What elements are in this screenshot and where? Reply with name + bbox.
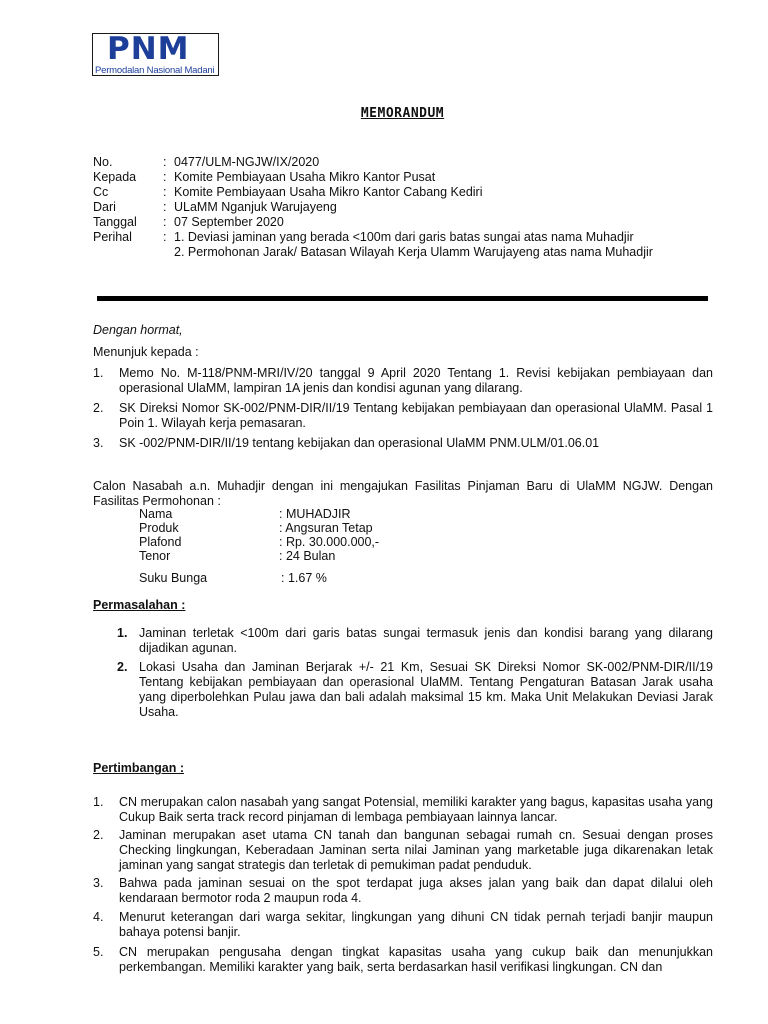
header-value: 2. Permohonan Jarak/ Batasan Wilayah Kerja Ulamm Warujayeng atas nama Muhadjir — [174, 245, 653, 259]
list-number: 5. — [93, 945, 104, 959]
list-item — [93, 945, 713, 975]
header-row-perihal — [93, 230, 653, 245]
facility-value: : MUHADJIR — [279, 507, 351, 521]
list-item — [117, 660, 713, 720]
header-key: Cc — [93, 185, 109, 199]
header-value: 1. Deviasi jaminan yang berada <100m dari garis batas sungai atas nama Muhadjir — [174, 230, 634, 244]
header-colon: : — [163, 200, 167, 214]
facility-key: Tenor — [139, 549, 171, 563]
facility-key: Suku Bunga — [139, 571, 208, 585]
header-value: 0477/ULM-NGJW/IX/2020 — [174, 155, 320, 169]
list-text: SK -002/PNM-DIR/II/19 tentang kebijakan dan operasional UlaMM PNM.ULM/01.06.01 — [119, 436, 600, 450]
header-key: Kepada — [93, 170, 137, 184]
greeting: Dengan hormat, — [93, 323, 183, 337]
list-item — [117, 626, 713, 656]
list-text: Bahwa pada jaminan sesuai on the spot terdapat juga akses jalan yang baik dan dapat dilalui oleh kendaraan bermotor roda 2 maupun roda 4. — [119, 876, 713, 905]
reference-intro: Menunjuk kepada : — [93, 345, 199, 359]
header-row-dari — [93, 200, 653, 215]
list-number: 1. — [117, 626, 128, 640]
logo-mark: PNM — [107, 31, 190, 67]
header-key: No. — [93, 155, 113, 169]
header-divider — [97, 296, 708, 301]
list-item — [93, 436, 713, 451]
header-colon: : — [163, 215, 167, 229]
memo-title: MEMORANDUM — [360, 106, 445, 121]
list-number: 3. — [93, 436, 104, 450]
header-row-cc — [93, 185, 653, 200]
considerations-heading: Pertimbangan : — [93, 761, 184, 775]
list-text: Memo No. M-118/PNM-MRI/IV/20 tanggal 9 April 2020 Tentang 1. Revisi kebijakan pembiayaan dan operasional UlaMM, lampiran 1A jenis dan kondisi agunan yang dilarang. — [119, 366, 713, 395]
header-colon: : — [163, 155, 167, 169]
list-number: 1. — [93, 795, 104, 809]
list-number: 1. — [93, 366, 104, 380]
facility-key: Nama — [139, 507, 173, 521]
list-text: CN merupakan pengusaha dengan tingkat kapasitas usaha yang cukup baik dan menunjukkan perkembangan. Memiliki karakter yang baik, serta berdasarkan hasil verifikasi lingkungan. CN dan — [119, 945, 713, 974]
list-text: Jaminan merupakan aset utama CN tanah dan bangunan sebagai rumah cn. Sesuai dengan proses Checking lingkungan, Keberadaan Jaminan serta nilai Jaminan yang marketable juga dikarenakan letak jaminan yang sangat strategis dan terletak di pemukiman padat penduduk. — [119, 828, 713, 872]
list-number: 2. — [117, 660, 128, 674]
facility-value: : Rp. 30.000.000,- — [279, 535, 380, 549]
list-item — [93, 366, 713, 396]
header-key: Dari — [93, 200, 116, 214]
header-key: Tanggal — [93, 215, 137, 229]
list-text: Lokasi Usaha dan Jaminan Berjarak +/- 21 Km, Sesuai SK Direksi Nomor SK-002/PNM-DIR/II/19 Tentang kebijakan pembiayaan dan operasional UlaMM. Tentang Pengaturan Batasan Jarak usaha yang diperbolehkan Pulau jawa dan bali adalah maksimal 15 km. Maka Unit Melakukan Deviasi Jarak Usaha. — [139, 660, 713, 719]
header-key: Perihal — [93, 230, 132, 244]
facility-row — [139, 535, 379, 549]
list-number: 3. — [93, 876, 104, 890]
list-number: 2. — [93, 401, 104, 415]
list-item — [93, 876, 713, 906]
header-colon: : — [163, 185, 167, 199]
facility-row — [139, 507, 351, 521]
list-item — [93, 910, 713, 940]
logo-subtitle: Permodalan Nasional Madani — [95, 65, 215, 76]
facility-row — [139, 521, 373, 535]
facility-key: Plafond — [139, 535, 182, 549]
facility-value: : 24 Bulan — [279, 549, 336, 563]
facility-row — [139, 549, 335, 563]
list-item — [93, 828, 713, 873]
header-value: 07 September 2020 — [174, 215, 284, 229]
facility-key: Produk — [139, 521, 179, 535]
header-row-perihal-2 — [93, 245, 653, 260]
list-item — [93, 401, 713, 431]
problems-heading: Permasalahan : — [93, 598, 186, 612]
interest-row — [139, 571, 327, 585]
list-number: 2. — [93, 828, 104, 842]
header-row-kepada — [93, 170, 653, 185]
list-number: 4. — [93, 910, 104, 924]
list-text: Jaminan terletak <100m dari garis batas sungai termasuk jenis dan kondisi barang yang dilarang dijadikan agunan. — [139, 626, 713, 655]
header-colon: : — [163, 170, 167, 184]
list-text: Menurut keterangan dari warga sekitar, lingkungan yang dihuni CN tidak pernah terjadi banjir maupun bahaya potensi banjir. — [119, 910, 713, 939]
list-text: CN merupakan calon nasabah yang sangat Potensial, memiliki karakter yang bagus, kapasitas usaha yang Cukup Baik serta track record pinjaman di lembaga pembiayaan lainnya lancar. — [119, 795, 713, 824]
list-item — [93, 795, 713, 825]
header-value: Komite Pembiayaan Usaha Mikro Kantor Pusat — [174, 170, 436, 184]
header-value: ULaMM Nganjuk Warujayeng — [174, 200, 337, 214]
header-row-no — [93, 155, 653, 170]
header-row-tanggal — [93, 215, 653, 230]
company-logo — [92, 33, 219, 76]
facility-value: : Angsuran Tetap — [279, 521, 373, 535]
header-colon: : — [163, 230, 167, 244]
list-text: SK Direksi Nomor SK-002/PNM-DIR/II/19 Tentang kebijakan pembiayaan dan operasional UlaMM. Pasal 1 Poin 1. Wilayah kerja pemasaran. — [119, 401, 713, 430]
facility-value: : 1.67 % — [281, 571, 327, 585]
header-value: Komite Pembiayaan Usaha Mikro Kantor Cabang Kediri — [174, 185, 483, 199]
applicant-paragraph: Calon Nasabah a.n. Muhadjir dengan ini mengajukan Fasilitas Pinjaman Baru di UlaMM NGJW. Dengan Fasilitas Permohonan : — [93, 479, 713, 508]
memo-header — [93, 155, 653, 260]
